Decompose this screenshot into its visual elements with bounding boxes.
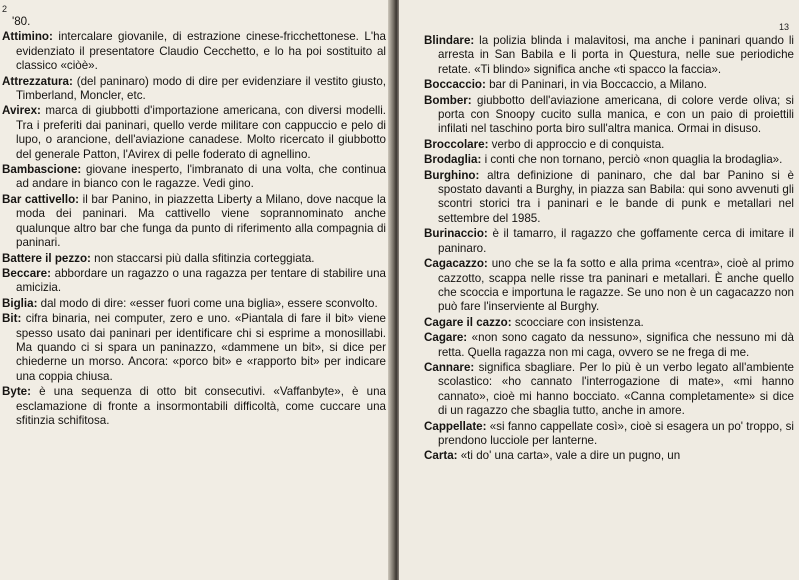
glossary-entry (424, 449, 794, 463)
entry-definition: «ti do' una carta», vale a dire un pugno, un (457, 449, 681, 463)
glossary-entry (2, 30, 386, 73)
entry-definition: abbordare un ragazzo o una ragazza per tentare di stabilire una amicizia. (16, 266, 386, 295)
glossary-entry (2, 104, 386, 162)
glossary-entry (2, 297, 386, 311)
glossary-entry (424, 316, 794, 330)
entry-term: Avirex: (2, 104, 41, 118)
glossary-entry (2, 385, 386, 428)
entry-term: Broccolare: (424, 137, 489, 151)
entry-definition: è il tamarro, il ragazzo che goffamente cerca di imitare il paninaro. (438, 227, 794, 255)
glossary-entry (2, 163, 386, 192)
glossary-entry (2, 312, 386, 384)
entry-term: Burghino: (424, 168, 480, 182)
entry-definition: uno che se la fa sotto e alla prima «centra», cioè al primo cazzotto, scappa nelle risse tra paninari e metallari. È anche quello che scoccia e importuna le ragazze. Se uno non è un cagacazzo non può fare l'inserviente al Burghy. (438, 257, 794, 314)
entry-term: Attimino: (2, 30, 53, 44)
left-entry-list (2, 30, 386, 428)
right-column (424, 34, 794, 465)
entry-definition: giubbotto dell'aviazione americana, di colore verde oliva; si porta con Snoopy cucito sulla manica, e con un paio di proiettili infilati nel taschino porta biro sull'altra manica. Ormai in disuso. (438, 93, 794, 136)
entry-term: Beccare: (2, 266, 51, 280)
glossary-entry (424, 361, 794, 419)
entry-definition: significa sbagliare. Per lo più è un verbo legato all'ambiente scolastico: «ho cannato l'interrogazione di mate», «mi hanno cannato», cioè mi hanno bocciato. «Canna completamente» si dice di un ragazzo che sbaglia tutto, anche in amore. (438, 360, 794, 418)
entry-term: Cagare: (424, 331, 468, 345)
entry-definition: «si fanno cappellate così», cioè si esagera un po' troppo, si prendono lucciole per lanterne. (438, 419, 794, 447)
glossary-entry (424, 78, 794, 92)
glossary-entry (2, 267, 386, 296)
entry-term: Carta: (424, 449, 458, 463)
entry-term: Cannare: (424, 360, 475, 374)
entry-term: Battere il pezzo: (2, 251, 91, 265)
entry-term: Brodaglia: (424, 153, 482, 167)
entry-definition: «non sono cagato da nessuno», significa che nessuno mi dà retta. Quella ragazza non mi caga, ovvero se ne frega di me. (438, 331, 794, 359)
left-column (2, 15, 386, 429)
entry-definition: bar di Paninari, in via Boccaccio, a Milano. (485, 78, 707, 92)
glossary-entry (2, 252, 386, 266)
entry-term: Bomber: (424, 93, 472, 107)
entry-definition: intercalare giovanile, di estrazione cinese-fricchettonese. L'ha evidenziato il presentatore Claudio Cecchetto, e lo ha poi sostituito al classico «ciòè». (16, 30, 386, 73)
entry-term: Cagacazzo: (424, 257, 488, 271)
entry-definition: è una sequenza di otto bit consecutivi. «Vaffanbyte», è una esclamazione di fronte a insormontabili difficoltà, come cuccare una sfitinzia schifitosa. (16, 385, 386, 427)
entry-definition: giovane inesperto, l'imbranato di una volta, che continua ad andare in bianco con le ragazze. Vedi gino. (16, 163, 386, 191)
entry-definition: i conti che non tornano, perciò «non quaglia la brodaglia». (481, 153, 783, 167)
entry-term: Blindare: (424, 34, 475, 47)
entry-term: Bambascione: (2, 163, 82, 177)
entry-definition: marca di giubbotti d'importazione americana, con diversi modelli. Tra i preferiti dai paninari, quello verde militare con cappuccio e pelo di lupo, o arancione, dell'aviazione canadese. Molto ricercato il giubbotto del generale Patton, l'Avirex di pelle foderato di agnellino. (16, 104, 386, 161)
entry-term: Byte: (2, 385, 31, 399)
glossary-entry (424, 153, 794, 167)
entry-term: Biglia: (2, 296, 38, 310)
entry-definition: il bar Panino, in piazzetta Liberty a Milano, dove nacque la moda dei paninari. Ma cattivello viene soprannominato anche qualunque altro bar che funga da punto di riferimento alla compagnia di paninari. (16, 192, 386, 250)
entry-term: Boccaccio: (424, 78, 486, 92)
right-page (399, 0, 799, 580)
glossary-entry (424, 227, 794, 256)
entry-definition: dal modo di dire: «esser fuori come una biglia», essere sconvolto. (37, 296, 378, 310)
entry-term: Bit: (2, 312, 22, 326)
entry-term: Bar cattivello: (2, 192, 80, 206)
entry-definition: (del paninaro) modo di dire per evidenziare il vestito giusto, Timberland, Moncler, etc. (16, 74, 386, 103)
glossary-entry (424, 34, 794, 77)
glossary-entry (424, 420, 794, 449)
glossary-entry (424, 138, 794, 152)
right-entry-list (424, 34, 794, 464)
glossary-entry (424, 331, 794, 360)
glossary-entry (424, 94, 794, 137)
entry-term: Burinaccio: (424, 227, 488, 241)
entry-definition: cifra binaria, nei computer, zero e uno. «Piantala di fare il bit» viene spesso usato dai paninari per identificare chi si esprime a monosillabi. Ma quando ci si spara un paninazzo, «dammene un bit», si dice per chiederne un morso. Ancora: «porco bit» e «rapporto bit» per indicare una coppia chiusa. (16, 312, 386, 383)
entry-definition: altra definizione di paninaro, che dal bar Panino si è spostato davanti a Burghy, in piazza san Babila: qui sono avvenuti gli scontri storici tra i paninari e le bande di punk e metallari nel settembre del 1985. (438, 168, 794, 225)
glossary-entry (424, 257, 794, 315)
glossary-entry (424, 169, 794, 227)
right-page-number: 13 (778, 22, 789, 32)
left-page (0, 0, 392, 580)
entry-term: Attrezzatura: (2, 74, 73, 88)
entry-term: Cappellate: (424, 419, 487, 433)
entry-definition: verbo di approccio e di conquista. (488, 137, 665, 151)
entry-definition: la polizia blinda i malavitosi, ma anche i paninari quando li arresta in San Babila e li porta in Questura, nelle sue periodiche retate. «Ti blindo» significa anche «ti spacco la faccia». (438, 34, 794, 76)
left-page-number: 2 (2, 4, 8, 14)
glossary-entry (2, 193, 386, 251)
intro-text: '80. (12, 15, 31, 28)
glossary-entry (2, 75, 386, 104)
entry-term: Cagare il cazzo: (424, 315, 512, 329)
entry-definition: scocciare con insistenza. (511, 315, 644, 329)
entry-definition: non staccarsi più dalla sfitinzia corteggiata. (90, 251, 315, 265)
